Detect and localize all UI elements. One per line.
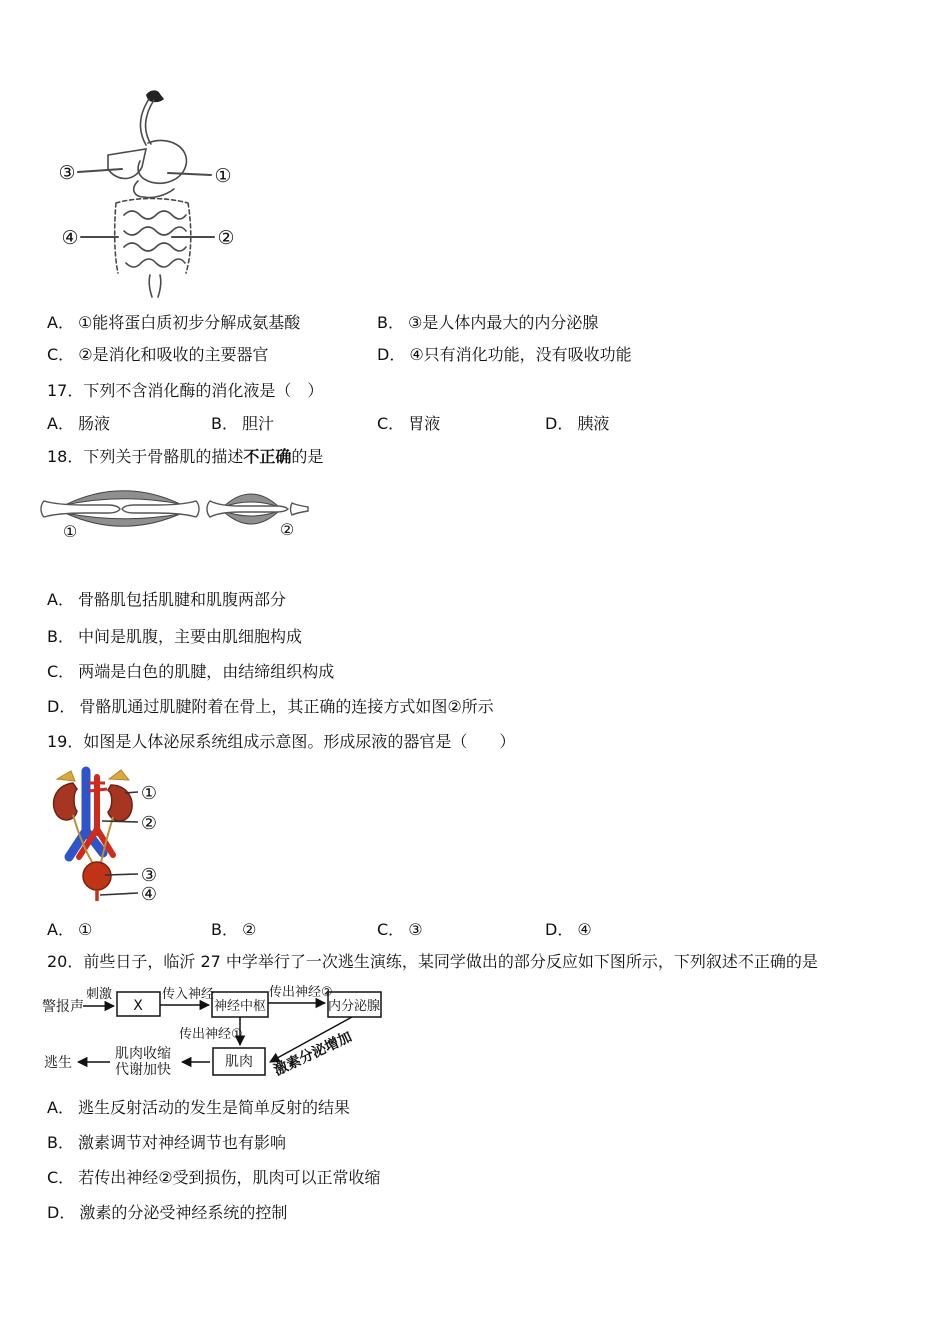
esophagus-line2 bbox=[146, 100, 154, 144]
urinary-label-1: ① bbox=[140, 783, 158, 804]
option-key: A． bbox=[47, 920, 74, 939]
option-key: D． bbox=[47, 1203, 76, 1222]
kidney-left bbox=[54, 783, 77, 820]
option-key: C． bbox=[47, 345, 75, 364]
option-key: D． bbox=[47, 697, 76, 716]
q20-option-d bbox=[47, 1203, 287, 1223]
q16-option-c bbox=[47, 345, 269, 365]
digestive-label-3: ③ bbox=[58, 162, 76, 184]
flow-outcome: 逃生 bbox=[44, 1055, 72, 1071]
option-text: ①能将蛋白质初步分解成氨基酸 bbox=[77, 313, 301, 332]
bone-right-2 bbox=[291, 503, 309, 515]
option-key: A． bbox=[47, 414, 74, 433]
flow-node-endocrine-gland: 内分泌腺 bbox=[327, 999, 381, 1014]
urinary-label-3: ③ bbox=[140, 865, 158, 886]
option-text: ④只有消化功能，没有吸收功能 bbox=[409, 345, 632, 364]
skeletal-muscle-figure bbox=[40, 477, 315, 541]
option-text: ②是消化和吸收的主要器官 bbox=[78, 345, 269, 364]
option-text: ① bbox=[77, 920, 93, 939]
q18-stem bbox=[47, 447, 323, 467]
q19-option-d bbox=[545, 920, 592, 940]
flow-edge-efferent2: 传出神经② bbox=[269, 985, 333, 1000]
bone-right-1 bbox=[122, 501, 199, 517]
option-key: B． bbox=[47, 627, 74, 646]
option-key: A． bbox=[47, 590, 74, 609]
q18-option-d bbox=[47, 697, 494, 717]
muscle-upper-1 bbox=[65, 491, 180, 505]
adrenal-left bbox=[57, 771, 75, 781]
rectum-line bbox=[149, 275, 161, 297]
flow-edge-hormone: 激素分泌增加 bbox=[271, 1028, 355, 1080]
option-text: 两端是白色的肌腱，由结缔组织构成 bbox=[78, 662, 335, 681]
q17-option-b bbox=[211, 414, 274, 434]
option-text: 胰液 bbox=[577, 414, 610, 433]
option-text: 骨骼肌包括肌腱和肌腹两部分 bbox=[77, 590, 286, 609]
digestive-label-1: ① bbox=[214, 165, 232, 187]
option-text: 激素调节对神经调节也有影响 bbox=[77, 1133, 286, 1152]
flow-node-muscle: 肌肉 bbox=[225, 1054, 253, 1070]
small-intestine-2 bbox=[124, 227, 186, 235]
small-intestine-4 bbox=[126, 259, 185, 267]
flow-node-x: X bbox=[133, 998, 143, 1014]
q17-option-d bbox=[545, 414, 609, 434]
q16-option-d bbox=[377, 345, 632, 365]
adrenal-right bbox=[109, 770, 129, 780]
q19-option-a bbox=[47, 920, 92, 940]
flow-edge-efferent1: 传出神经① bbox=[179, 1027, 243, 1042]
option-key: C． bbox=[377, 920, 405, 939]
q18-stem-emphasis: 不正确 bbox=[243, 447, 292, 466]
option-text: 若传出神经②受到损伤，肌肉可以正常收缩 bbox=[78, 1168, 381, 1187]
muscle-label-2: ② bbox=[279, 520, 295, 539]
option-text: 胆汁 bbox=[241, 414, 274, 433]
bone-left-2 bbox=[207, 501, 288, 517]
muscle-label-1: ① bbox=[62, 522, 78, 541]
option-text: 中间是肌腹，主要由肌细胞构成 bbox=[77, 627, 302, 646]
bladder bbox=[83, 862, 111, 890]
q19-option-c bbox=[377, 920, 423, 940]
option-key: D． bbox=[377, 345, 406, 364]
q16-option-b bbox=[377, 313, 598, 333]
q19-option-b bbox=[211, 920, 256, 940]
option-text: ③是人体内最大的内分泌腺 bbox=[407, 313, 599, 332]
option-key: D． bbox=[545, 414, 574, 433]
small-intestine-1 bbox=[124, 211, 186, 219]
option-text: 骨骼肌通过肌腱附着在骨上，其正确的连接方式如图②所示 bbox=[79, 697, 494, 716]
option-text: ④ bbox=[577, 920, 592, 939]
q20-option-b bbox=[47, 1133, 286, 1153]
option-key: B． bbox=[211, 920, 238, 939]
digestive-system-figure bbox=[50, 85, 245, 300]
q17-option-a bbox=[47, 414, 110, 434]
large-intestine-outline bbox=[115, 199, 191, 274]
option-key: C． bbox=[47, 662, 75, 681]
muscle-lower-1 bbox=[65, 513, 180, 526]
stomach-outline bbox=[138, 140, 186, 183]
q18-stem-pre: 18．下列关于骨骼肌的描述 bbox=[47, 447, 244, 466]
flow-result-line2: 代谢加快 bbox=[115, 1062, 171, 1078]
q20-option-c bbox=[47, 1168, 381, 1188]
q17-option-c bbox=[377, 414, 440, 434]
q16-option-a bbox=[47, 313, 300, 333]
flow-edge-stimulus: 刺激 bbox=[86, 987, 113, 1002]
small-intestine-3 bbox=[124, 243, 186, 251]
kidney-right bbox=[108, 785, 132, 821]
digestive-label-4: ④ bbox=[61, 227, 79, 249]
q20-stem: 20．前些日子，临沂 27 中学举行了一次逃生演练，某同学做出的部分反应如下图所示，下列叙述不正确的是 bbox=[47, 952, 818, 971]
digestive-label-2: ② bbox=[217, 227, 235, 249]
leader-stomach bbox=[168, 173, 211, 175]
option-text: 逃生反射活动的发生是简单反射的结果 bbox=[77, 1098, 350, 1117]
q18-stem-post: 的是 bbox=[291, 447, 324, 466]
q18-option-a bbox=[47, 590, 286, 610]
bone-left-1 bbox=[41, 501, 120, 517]
option-text: 激素的分泌受神经系统的控制 bbox=[79, 1203, 288, 1222]
reflex-flowchart-figure bbox=[36, 980, 441, 1084]
flow-edge-afferent: 传入神经 bbox=[162, 987, 215, 1002]
q18-option-b bbox=[47, 627, 302, 647]
q20-option-a bbox=[47, 1098, 350, 1118]
urinary-system-figure bbox=[45, 763, 170, 908]
urinary-label-4: ④ bbox=[140, 884, 158, 905]
option-key: B． bbox=[47, 1133, 74, 1152]
flow-stimulus-source: 警报声 bbox=[42, 999, 84, 1015]
q18-option-c bbox=[47, 662, 334, 682]
muscle-panel-1 bbox=[41, 491, 199, 527]
option-key: C． bbox=[47, 1168, 75, 1187]
option-key: B． bbox=[377, 313, 404, 332]
flow-result-line1: 肌肉收缩 bbox=[115, 1046, 171, 1062]
leader-liver bbox=[78, 169, 122, 172]
option-key: B． bbox=[211, 414, 238, 433]
q17-stem: 17．下列不含消化酶的消化液是（ ） bbox=[47, 381, 324, 400]
option-key: A． bbox=[47, 313, 74, 332]
urinary-label-2: ② bbox=[140, 813, 158, 834]
option-text: 胃液 bbox=[408, 414, 441, 433]
option-text: 肠液 bbox=[77, 414, 110, 433]
option-text: ③ bbox=[408, 920, 423, 939]
option-key: A． bbox=[47, 1098, 74, 1117]
flow-node-nerve-center: 神经中枢 bbox=[213, 999, 267, 1014]
option-text: ② bbox=[241, 920, 257, 939]
option-key: C． bbox=[377, 414, 405, 433]
q19-stem: 19．如图是人体泌尿系统组成示意图。形成尿液的器官是（ ） bbox=[47, 732, 516, 751]
option-key: D． bbox=[545, 920, 574, 939]
